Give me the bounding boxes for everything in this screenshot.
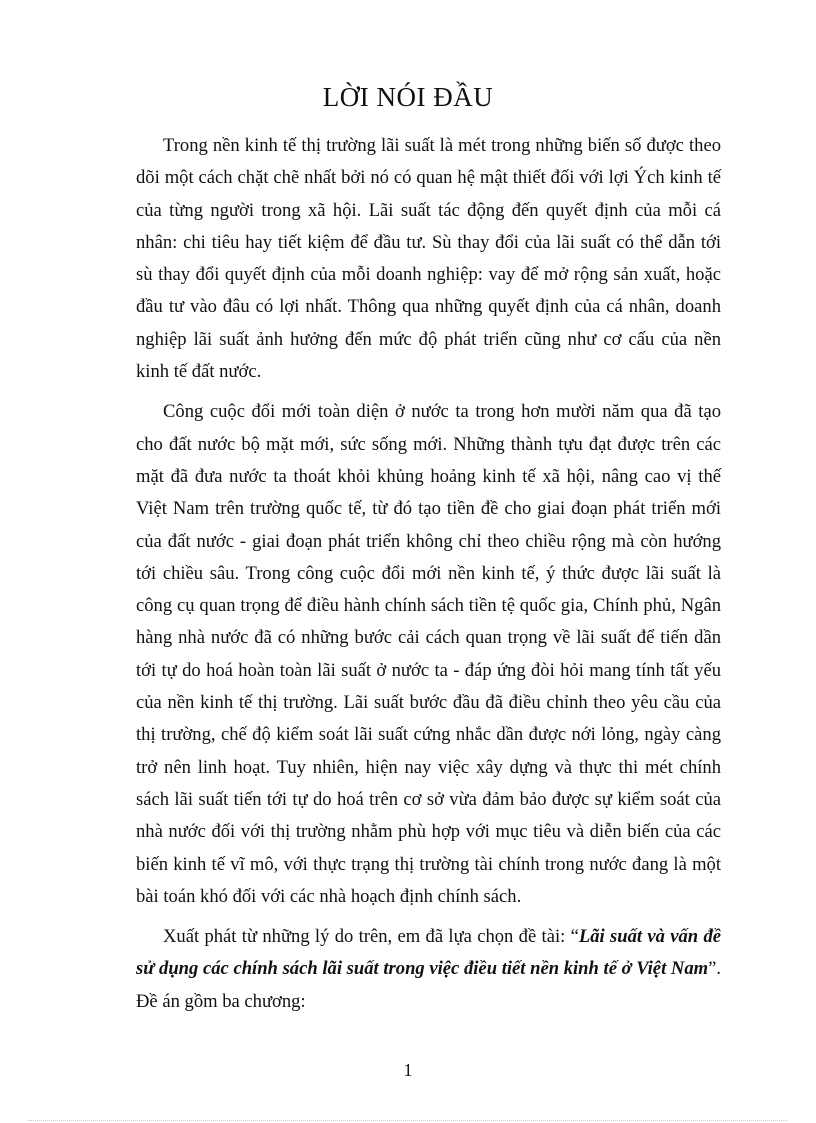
paragraph-interest-rate-role: Trong nền kinh tế thị trường lãi suất là mét trong những biến số được theo dõi một cách chặt chẽ nhất bởi nó có quan hệ mật thiết đối với lợi Ých kinh tế của từng người trong xã hội. Lãi suất tác động đến quyết định của mỗi cá nhân: chi tiêu hay tiết kiệm để đầu tư. Sù thay đổi của lãi suất có thể dẫn tới sù thay đổi quyết định của mỗi doanh nghiệp: vay để mở rộng sản xuất, hoặc đầu tư vào đâu có lợi nhất. Thông qua những quyết định của cá nhân, doanh nghiệp lãi suất ảnh hưởng đến mức độ phát triển cũng như cơ cấu của nền kinh tế đất nước. (136, 135, 721, 383)
page-title: LỜI NÓI ĐẦU (322, 82, 494, 112)
page-number: 1 (403, 1060, 413, 1080)
topic-lead-text: Xuất phát từ những lý do trên, em đã lựa chọn đề tài: “ (163, 926, 579, 948)
paragraph-topic-selection (136, 921, 721, 1018)
paragraph-economic-reform: Công cuộc đổi mới toàn diện ở nước ta trong hơn mười năm qua đã tạo cho đất nước bộ mặt mới, sức sống mới. Những thành tựu đạt được trên các mặt đã đưa nước ta thoát khỏi khủng hoảng kinh tế xã hội, nâng cao vị thế Việt Nam trên trường quốc tế, từ đó tạo tiền đề cho giai đoạn phát triển mới của đất nước - giai đoạn phát triển không chỉ theo chiều rộng mà còn hướng tới chiều sâu. Trong công cuộc đổi mới nền kinh tế, ý thức được lãi suất là công cụ quan trọng để điều hành chính sách tiền tệ quốc gia, Chính phủ, Ngân hàng nhà nước đã có những bước cải cách quan trọng về lãi suất để tiến dần tới tự do hoá hoàn toàn lãi suất ở nước ta - đáp ứng đòi hỏi mang tính tất yếu của nền kinh tế thị trường. Lãi suất bước đầu đã điều chỉnh theo yêu cầu của thị trường, chế độ kiểm soát lãi suất cứng nhắc dần được nới lỏng, ngày càng trở nên linh hoạt. Tuy nhiên, hiện nay việc xây dựng và thực thi mét chính sách lãi suất tiến tới tự do hoá trên cơ sở vừa đảm bảo được sự kiểm soát của nhà nước đối với thị trường nhằm phù hợp với mục tiêu và diễn biến của các biến kinh tế vĩ mô, với thực trạng thị trường tài chính trong nước đang là một bài toán khó đối với các nhà hoạch định chính sách. (136, 401, 721, 907)
topic-title-emphasis: Lãi suất và vấn đề sử dụng các chính sách lãi suất trong việc điều tiết nền kinh tế ở Việt Nam (136, 926, 721, 980)
page-bottom-divider (28, 1120, 788, 1121)
topic-tail-text: ”. Đề án gồm ba chương: (136, 958, 721, 1012)
document-body (136, 130, 721, 1026)
